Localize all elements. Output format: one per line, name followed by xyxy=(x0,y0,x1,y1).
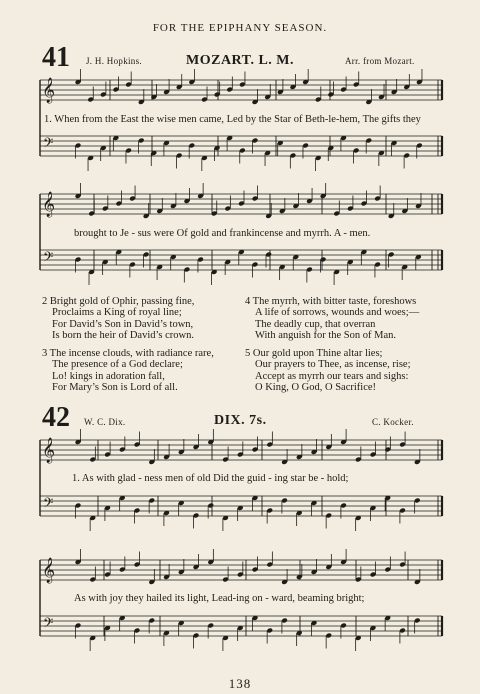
verse-line: For Mary’s Son is Lord of all. xyxy=(52,382,178,394)
verse-line: Is born the heir of David’s crown. xyxy=(52,330,195,342)
verse-line: The presence of a God declare; xyxy=(52,359,183,371)
verse-line: 4 The myrrh, with bitter taste, foreshows xyxy=(245,296,417,307)
hymn-composer: C. Kocker. xyxy=(372,417,414,427)
verse-line: Proclaims a King of royal line; xyxy=(52,307,182,319)
verse-line: A life of sorrows, wounds and woes;— xyxy=(255,307,420,319)
treble-clef: 𝄞 xyxy=(42,78,56,103)
treble-clef: 𝄞 xyxy=(42,558,56,583)
hymn-author: W. C. Dix. xyxy=(84,417,126,427)
page-number: 138 xyxy=(228,676,252,691)
treble-clef: 𝄞 xyxy=(42,438,56,463)
hymn-tune: MOZART. L. M. xyxy=(186,53,295,68)
bass-clef: 𝄢 xyxy=(43,135,54,154)
bass-clef: 𝄢 xyxy=(43,615,54,634)
lyric-line: As with joy they hailed its light, Lead-ing on - ward, beaming bright; xyxy=(74,593,365,604)
verse-line: 3 The incense clouds, with radiance rare, xyxy=(42,348,214,359)
hymn-number: 42 xyxy=(42,402,70,433)
verse-line: 5 Our gold upon Thine altar lies; xyxy=(245,348,383,359)
hymn-composer: Arr. from Mozart. xyxy=(345,56,415,66)
lyric-line: 1. When from the East the wise men came, Led by the Star of Beth-le-hem, The gifts they xyxy=(44,114,421,125)
hymn-author: J. H. Hopkins. xyxy=(86,56,142,66)
lyric-line: 1. As with glad - ness men of old Did the guid - ing star be - hold; xyxy=(72,473,349,484)
treble-clef: 𝄞 xyxy=(42,192,56,217)
verse-line: Lo! kings in adoration fall, xyxy=(52,370,165,382)
hymn-number: 41 xyxy=(42,42,70,73)
verse-line: 2 Bright gold of Ophir, passing fine, xyxy=(42,296,195,307)
bass-clef: 𝄢 xyxy=(43,249,54,268)
bass-clef: 𝄢 xyxy=(43,495,54,514)
running-head: FOR THE EPIPHANY SEASON. xyxy=(152,22,328,34)
verse-line: Accept as myrrh our tears and sighs: xyxy=(255,370,409,382)
verse-line: With anguish for the Son of Man. xyxy=(255,330,397,342)
verse-line: The deadly cup, that overran xyxy=(255,318,376,330)
lyric-line: brought to Je - sus were Of gold and frankincense and myrrh. A - men. xyxy=(74,228,371,239)
hymn-tune: DIX. 7s. xyxy=(214,413,267,428)
verse-line: For David’s Son in David’s town, xyxy=(52,318,194,330)
verse-line: O King, O God, O Sacrifice! xyxy=(255,382,377,394)
verse-line: Our prayers to Thee, as incense, rise; xyxy=(255,359,411,371)
